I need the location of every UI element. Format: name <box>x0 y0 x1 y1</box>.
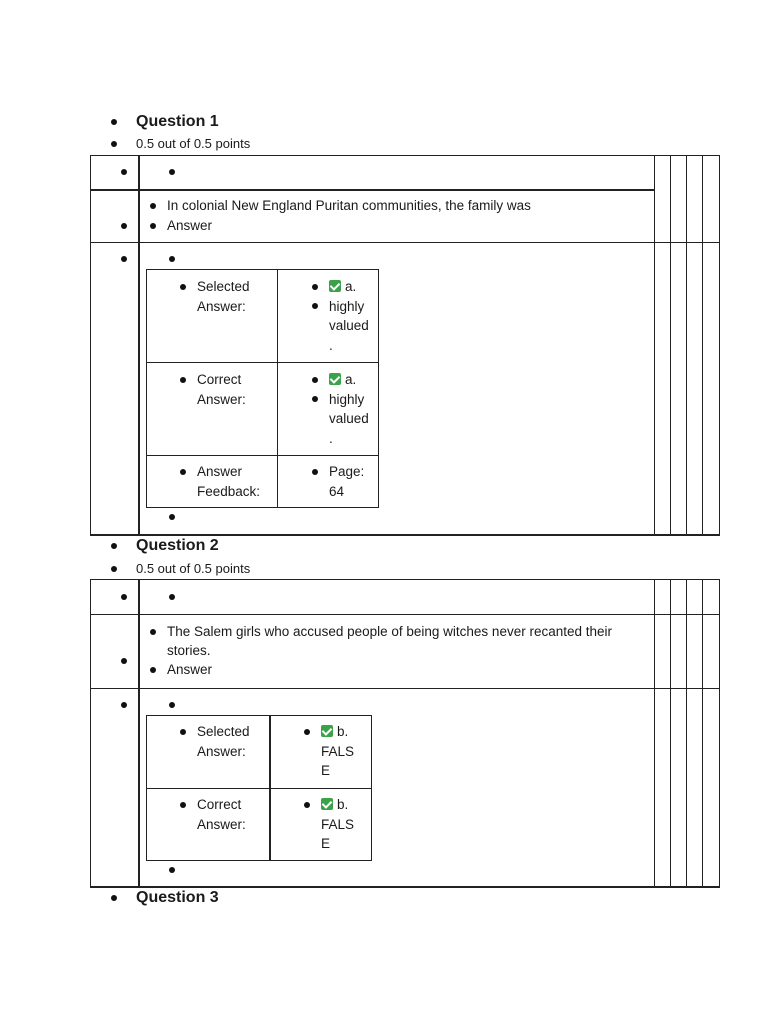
check-icon <box>321 798 333 810</box>
bullet <box>169 169 175 175</box>
points-text: 0.5 out of 0.5 points <box>136 561 251 576</box>
bullet <box>121 256 127 262</box>
question-title: Question 1 <box>136 113 219 130</box>
table-row <box>91 156 719 189</box>
answer-feedback-row <box>147 455 378 508</box>
bullet <box>121 658 127 664</box>
bullet <box>169 867 175 873</box>
table-row <box>91 242 719 535</box>
question-title: Question 3 <box>136 889 219 906</box>
question-1-heading <box>104 111 704 133</box>
answer-results-table <box>146 715 372 861</box>
answer-feedback-label: Answer Feedback: <box>197 462 260 501</box>
bullet <box>121 223 127 229</box>
question-2-table <box>90 579 720 888</box>
answer-results-table <box>146 269 379 508</box>
check-icon <box>329 280 341 292</box>
selected-answer-row <box>147 716 371 788</box>
bullet <box>111 566 117 572</box>
table-row <box>91 688 719 887</box>
answer-feedback-value: Page: 64 <box>329 462 364 501</box>
bullet <box>111 119 117 125</box>
bullet <box>121 702 127 708</box>
selected-answer-value: a. highly valued . <box>329 277 369 355</box>
question-1-points <box>104 133 704 155</box>
bullet <box>111 543 117 549</box>
bullet <box>121 169 127 175</box>
bullet <box>111 895 117 901</box>
selected-answer-label: Selected Answer: <box>197 277 250 316</box>
answer-label: Answer <box>167 216 212 235</box>
selected-answer-value: b. FALS E <box>321 722 354 781</box>
question-2-points <box>104 558 704 580</box>
question-2-heading <box>104 535 704 557</box>
correct-answer-value: b. FALS E <box>321 795 354 854</box>
correct-answer-label: Correct Answer: <box>197 370 246 409</box>
bullet <box>111 141 117 147</box>
correct-answer-row <box>147 788 371 861</box>
check-icon <box>321 725 333 737</box>
selected-answer-label: Selected Answer: <box>197 722 250 761</box>
question-text: In colonial New England Puritan communities, the family was <box>167 196 531 215</box>
table-row <box>91 191 719 242</box>
check-icon <box>329 373 341 385</box>
question-1-table <box>90 155 720 536</box>
correct-answer-label: Correct Answer: <box>197 795 246 834</box>
bullet <box>169 256 175 262</box>
correct-answer-value: a. highly valued . <box>329 370 369 448</box>
question-title: Question 2 <box>136 537 219 554</box>
bullet <box>169 702 175 708</box>
table-row <box>91 614 719 688</box>
question-text: The Salem girls who accused people of being witches never recanted their stories. <box>167 622 612 660</box>
answer-label: Answer <box>167 660 212 679</box>
table-row <box>91 580 719 613</box>
correct-answer-row <box>147 362 378 455</box>
bullet <box>169 594 175 600</box>
bullet <box>169 514 175 520</box>
bullet <box>121 594 127 600</box>
points-text: 0.5 out of 0.5 points <box>136 136 251 151</box>
selected-answer-row <box>147 270 378 362</box>
question-3-heading <box>104 887 704 909</box>
